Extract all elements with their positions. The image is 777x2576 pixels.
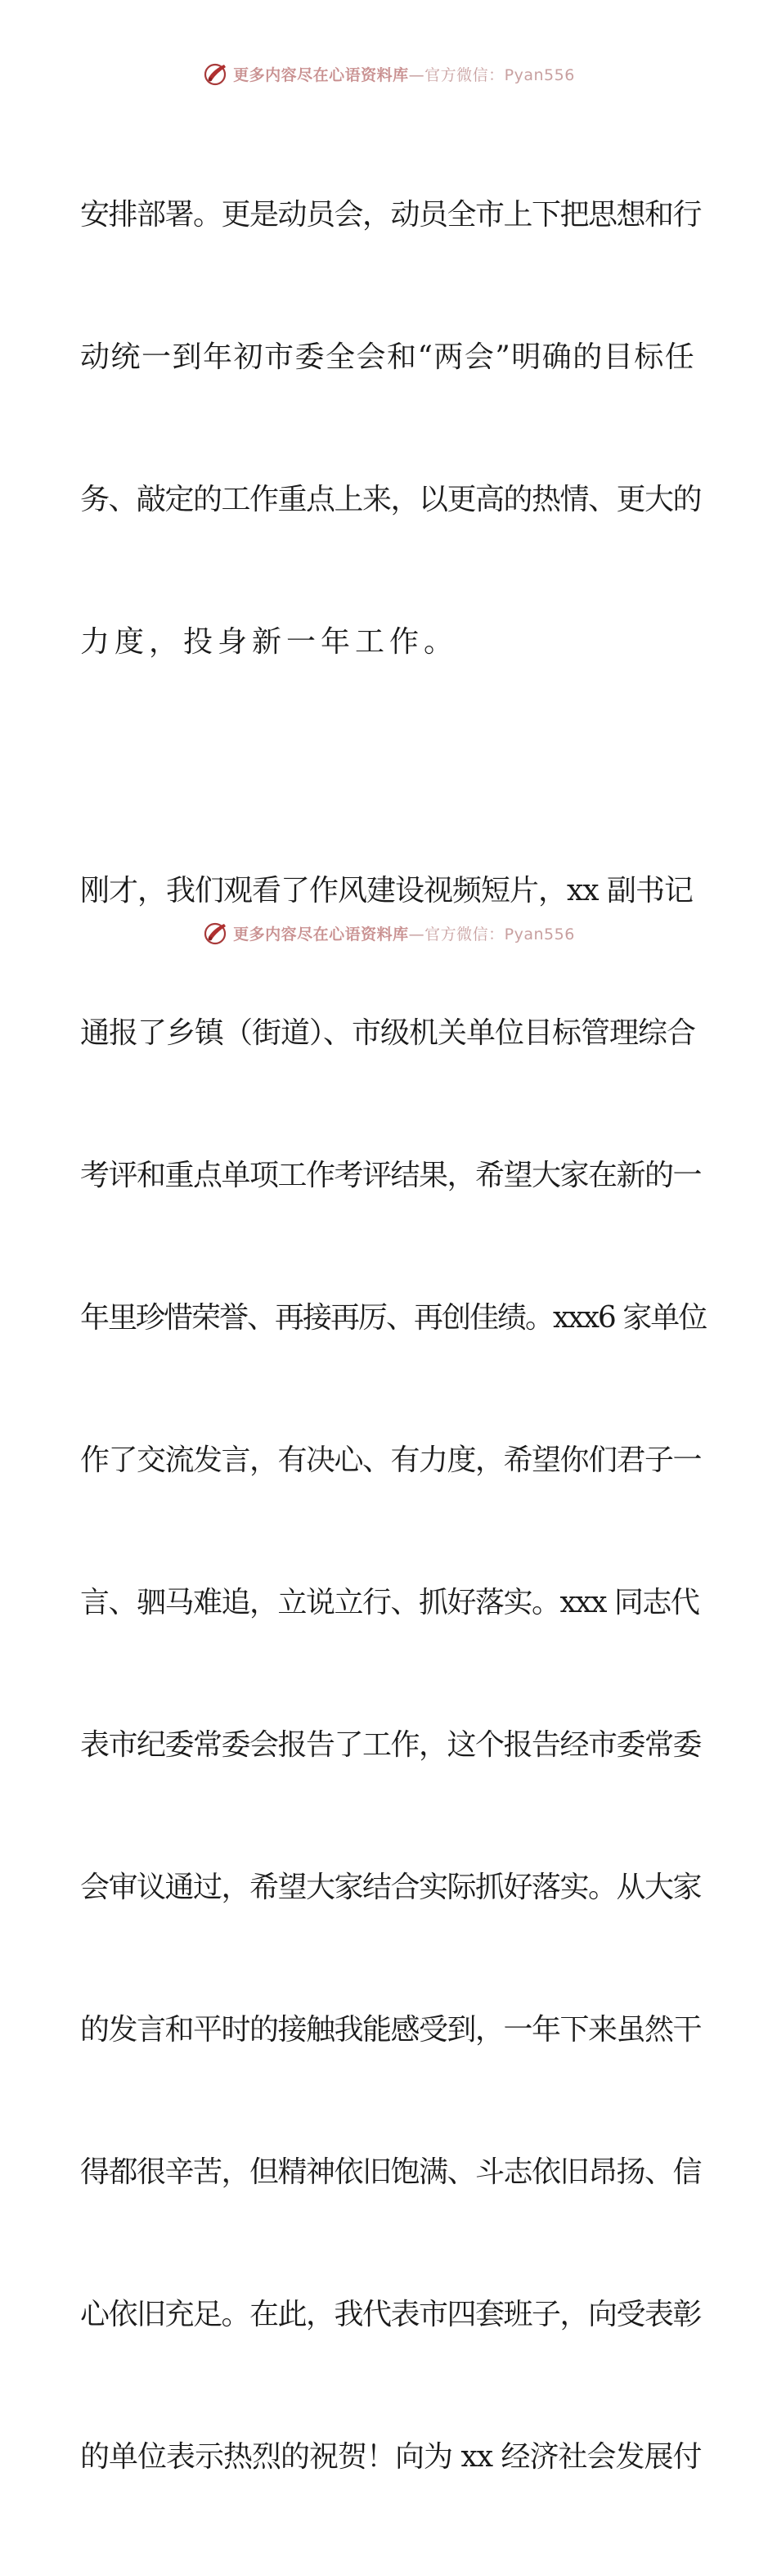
header-banner [0, 57, 777, 90]
text-line: 表市纪委常委会报告了工作，这个报告经市委常委 [80, 1728, 702, 1762]
banner-dash: — [408, 925, 425, 943]
document-body [80, 97, 707, 2576]
brush-logo-icon [202, 60, 230, 88]
brush-logo-icon [202, 919, 230, 947]
text-line: 言、驷马难追，立说立行、抓好落实。xxx 同志代 [80, 1586, 699, 1619]
text-line: 作了交流发言，有决心、有力度，希望你们君子一 [80, 1443, 702, 1477]
banner-head: 更多内容尽在心语资料库 [233, 925, 409, 943]
text-line: 通报了乡镇（街道）、市级机关单位目标管理综合 [80, 1016, 696, 1050]
text-line: 的单位表示热烈的祝贺！向为 xx 经济社会发展付 [80, 2440, 702, 2474]
paragraph-1 [80, 97, 702, 761]
text-line: 年里珍惜荣誉、再接再厉、再创佳绩。xxx6 家单位 [80, 1301, 707, 1335]
text-line: 力度，投身新一年工作。 [80, 625, 459, 659]
banner-tail: 官方微信：Pyan556 [424, 925, 575, 943]
text-line: 考评和重点单项工作考评结果，希望大家在新的一 [80, 1159, 702, 1192]
text-line: 务、敲定的工作重点上来，以更高的热情、更大的 [80, 483, 702, 516]
text-line: 会审议通过，希望大家结合实际抓好落实。从大家 [80, 1871, 702, 1904]
text-line: 心依旧充足。在此，我代表市四套班子，向受表彰 [80, 2298, 702, 2331]
banner-text [233, 63, 575, 85]
banner-tail: 官方微信：Pyan556 [424, 65, 575, 84]
banner-dash: — [408, 65, 425, 84]
text-line: 刚才，我们观看了作风建设视频短片，xx 副书记 [80, 874, 694, 907]
paragraph-2 [80, 772, 707, 2576]
banner-text [233, 922, 575, 944]
footer-banner [0, 916, 777, 949]
banner-head: 更多内容尽在心语资料库 [233, 65, 409, 84]
text-line: 安排部署。更是动员会，动员全市上下把思想和行 [80, 198, 702, 232]
text-line: 的发言和平时的接触我能感受到，一年下来虽然干 [80, 2013, 702, 2047]
text-line: 动统一到年初市委全会和“两会”明确的目标任 [80, 340, 696, 374]
text-line: 得都很辛苦，但精神依旧饱满、斗志依旧昂扬、信 [80, 2155, 702, 2189]
